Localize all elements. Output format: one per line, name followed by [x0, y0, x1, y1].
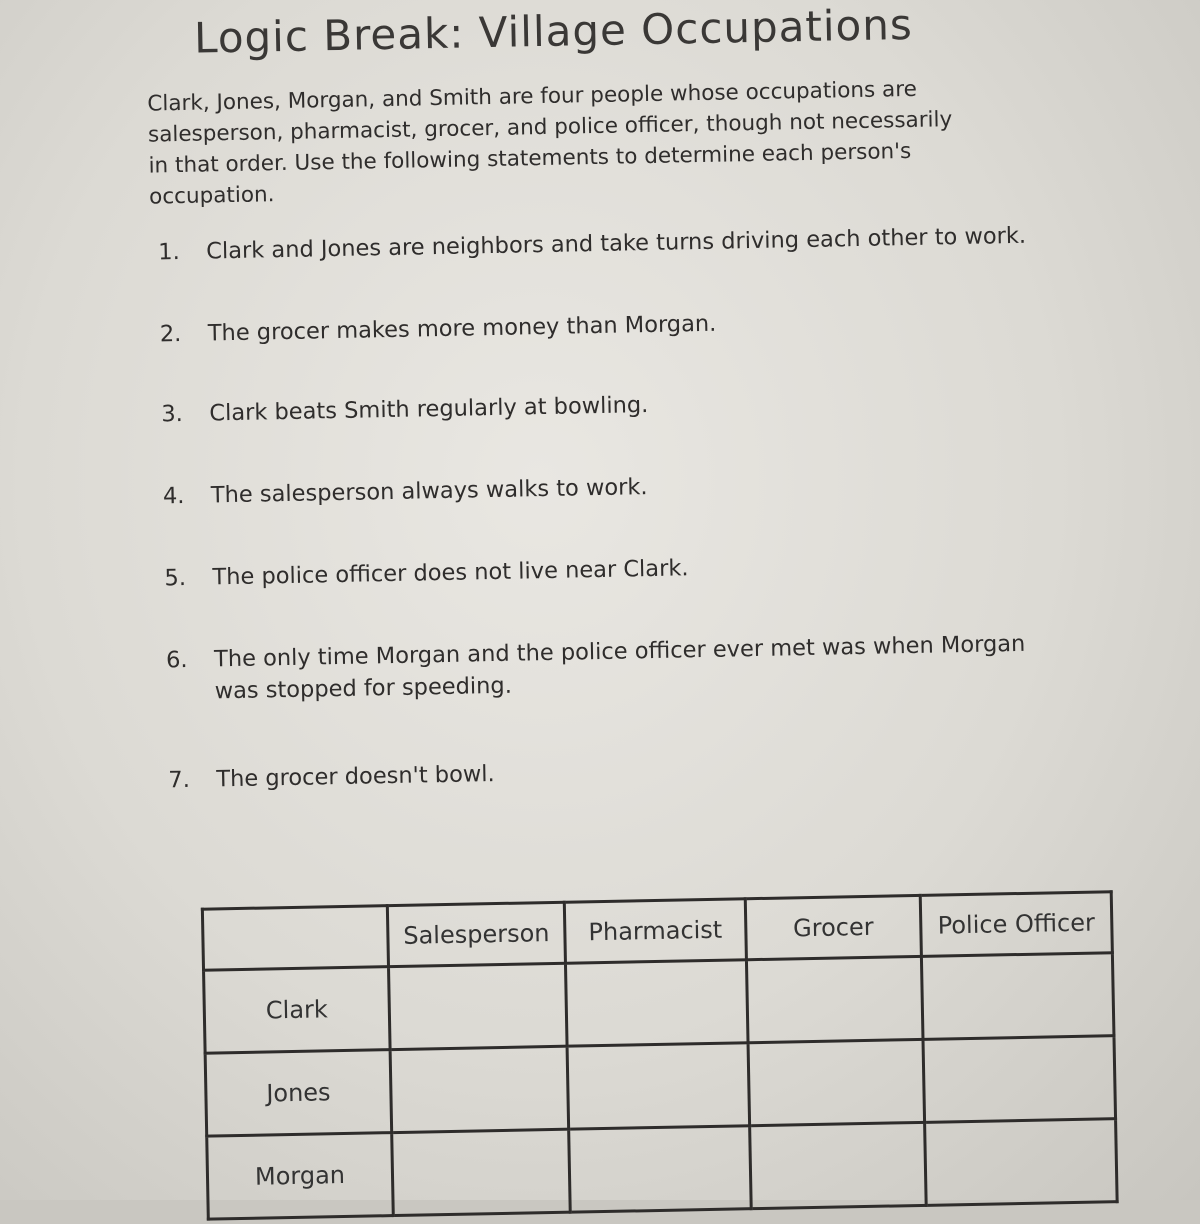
statement-number: 1.	[157, 239, 180, 266]
statement-number: 2.	[159, 320, 182, 348]
grid-cell[interactable]	[388, 963, 567, 1049]
grid-cell[interactable]	[392, 1129, 571, 1215]
statement-item	[161, 380, 1101, 428]
column-header-grocer: Grocer	[745, 895, 921, 959]
statement-number: 7.	[168, 766, 191, 794]
grid-cell[interactable]	[565, 960, 748, 1046]
statement-text	[209, 389, 649, 429]
statement-line: Clark and Jones are neighbors and take turns driving each other to work.	[205, 222, 1027, 265]
statement-line: Clark beats Smith regularly at bowling.	[209, 392, 649, 427]
grid-cell[interactable]	[923, 1036, 1116, 1123]
statement-line: The only time Morgan and the police officer ever met was when Morgan	[213, 630, 1026, 673]
column-header-salesperson: Salesperson	[387, 902, 565, 966]
statement-item	[159, 300, 1100, 348]
intro-line: salesperson, pharmacist, grocer, and police officer, though not necessarily	[147, 107, 953, 148]
intro-line: occupation.	[148, 182, 275, 210]
grid-cell[interactable]	[390, 1046, 569, 1132]
intro-line: in that order. Use the following statements to determine each person's	[148, 138, 912, 179]
statement-item	[164, 544, 1104, 592]
statement-number: 3.	[161, 400, 184, 428]
row-header-morgan: Morgan	[207, 1133, 394, 1220]
grid-cell[interactable]	[750, 1122, 927, 1208]
statement-item	[157, 218, 1098, 266]
grid-cell[interactable]	[569, 1126, 752, 1212]
statement-text	[216, 758, 495, 795]
statement-line: The grocer doesn't bowl.	[216, 761, 495, 793]
statement-text	[208, 308, 717, 350]
grid-corner-cell	[202, 906, 388, 971]
statement-line: The police officer does not live near Clark.	[212, 555, 689, 591]
column-header-pharmacist: Pharmacist	[564, 899, 746, 963]
grid-cell[interactable]	[925, 1119, 1118, 1206]
statement-line: The grocer makes more money than Morgan.	[207, 310, 717, 347]
statement-text	[211, 471, 648, 511]
statement-text	[214, 628, 1026, 708]
row-header-clark: Clark	[204, 967, 391, 1054]
logic-grid	[201, 890, 1119, 1220]
column-header-police-officer: Police Officer	[920, 892, 1112, 957]
grid-cell[interactable]	[567, 1043, 750, 1129]
statement-number: 5.	[164, 564, 187, 592]
row-header-jones: Jones	[205, 1050, 392, 1137]
statement-line: The salesperson always walks to work.	[210, 474, 648, 509]
page-title: Logic Break: Village Occupations	[193, 0, 914, 63]
statement-number: 4.	[162, 482, 185, 510]
statement-number: 6.	[165, 646, 188, 674]
grid-cell[interactable]	[921, 953, 1114, 1040]
statement-text	[212, 552, 689, 593]
statement-item	[165, 626, 1106, 705]
grid-cell[interactable]	[746, 956, 923, 1042]
intro-line: Clark, Jones, Morgan, and Smith are four people whose occupations are	[147, 76, 918, 117]
grid-row-morgan	[207, 1119, 1117, 1219]
statement-item	[168, 746, 1108, 794]
grid-cell[interactable]	[748, 1039, 925, 1125]
statement-line: was stopped for speeding.	[214, 672, 513, 705]
statement-text	[206, 220, 1026, 268]
statement-item	[162, 462, 1103, 510]
statement-list	[157, 218, 1098, 794]
intro-paragraph	[147, 72, 1029, 213]
